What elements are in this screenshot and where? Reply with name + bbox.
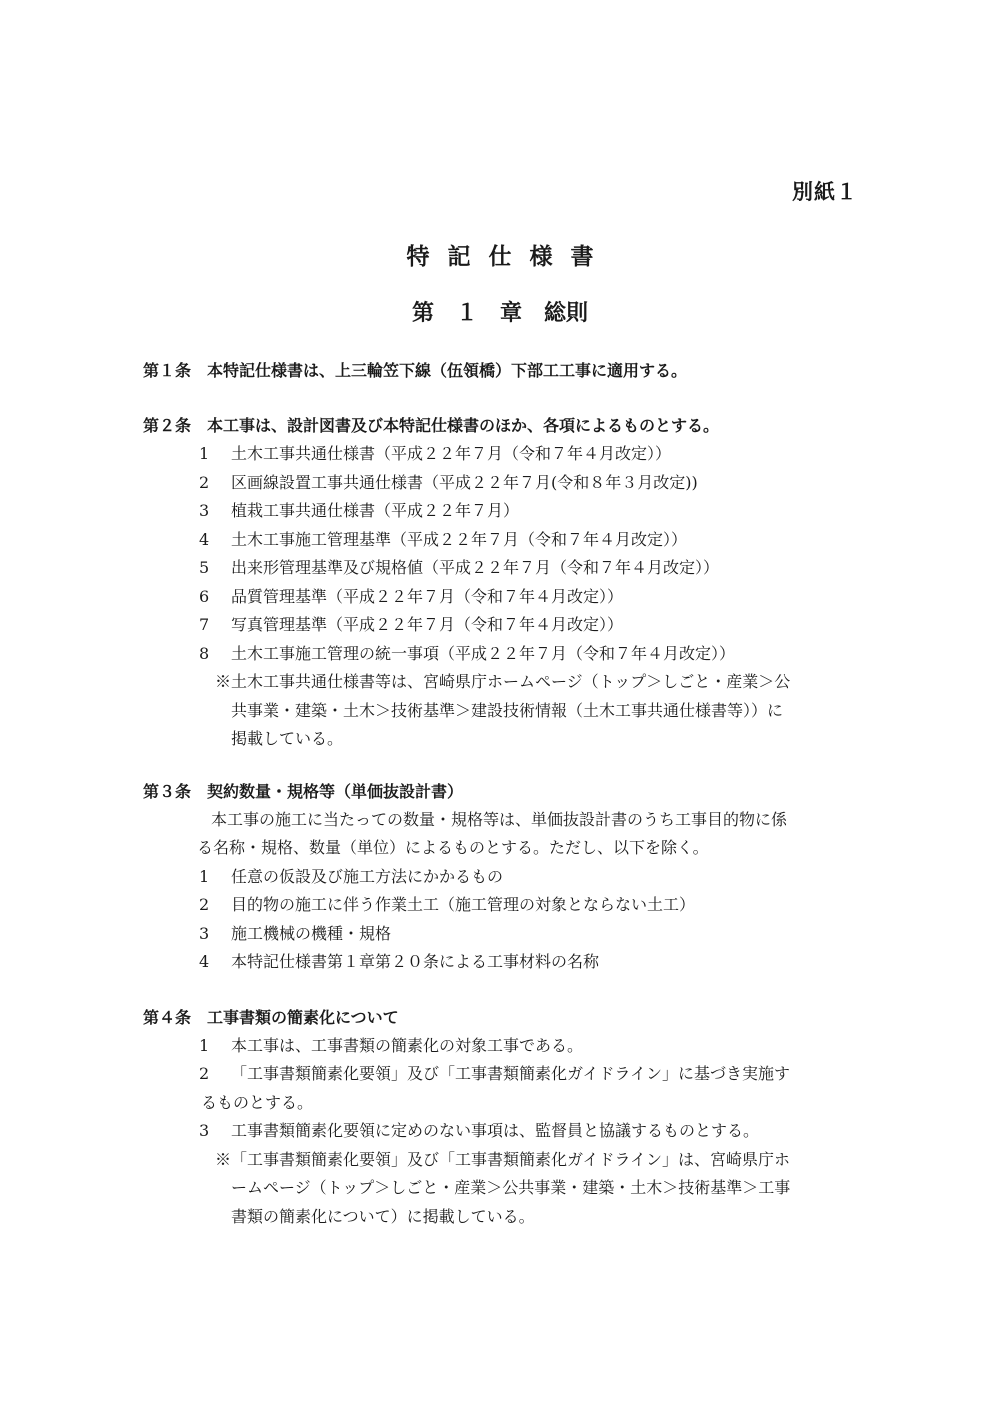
item-number: 1: [199, 444, 210, 463]
item-number: 2: [199, 1064, 210, 1083]
list-item: [143, 440, 863, 469]
item-text: 品質管理基準（平成２２年７月（令和７年４月改定））: [231, 586, 624, 606]
list-item: [143, 1032, 863, 1061]
item-number: 6: [199, 586, 210, 606]
item-number: 1: [199, 1035, 210, 1055]
list-item: [143, 920, 863, 949]
article-heading: 第４条 工事書類の簡素化について: [143, 1007, 399, 1027]
note-line: ※土木工事共通仕様書等は、宮崎県庁ホームページ（トップ＞しごと・産業＞公: [215, 672, 791, 691]
list-item: [143, 583, 863, 612]
item-number: 4: [199, 529, 210, 549]
item-number: 2: [199, 895, 210, 914]
item-text: 出来形管理基準及び規格値（平成２２年７月（令和７年４月改定））: [231, 558, 720, 577]
item-text: 土木工事施工管理の統一事項（平成２２年７月（令和７年４月改定））: [231, 643, 736, 663]
item-text: 目的物の施工に伴う作業土工（施工管理の対象とならない土工）: [231, 895, 696, 914]
list-item: [143, 554, 863, 583]
article-4: [143, 1004, 863, 1232]
paragraph-line: る名称・規格、数量（単位）によるものとする。ただし、以下を除く。: [197, 838, 709, 857]
item-text: 本工事は、工事書類の簡素化の対象工事である。: [231, 1035, 584, 1055]
item-text: 写真管理基準（平成２２年７月（令和７年４月改定））: [231, 615, 624, 634]
list-item: [143, 497, 863, 526]
article-heading: 第２条 本工事は、設計図書及び本特記仕様書のほか、各項によるものとする。: [143, 416, 720, 435]
note-line: 掲載している。: [231, 729, 344, 748]
item-number: 3: [199, 1121, 210, 1140]
item-text: 土木工事共通仕様書（平成２２年７月（令和７年４月改定））: [231, 444, 672, 463]
article-1: [143, 357, 863, 385]
chapter-title: 第 １ 章 総則: [411, 301, 588, 326]
item-number: 1: [199, 866, 210, 886]
list-item: [143, 1117, 863, 1146]
annex-label: 別紙１: [792, 180, 858, 204]
paragraph-line: 本工事の施工に当たっての数量・規格等は、単価抜設計書のうち工事目的物に係: [211, 809, 788, 829]
article-2: [143, 412, 863, 754]
article-3: [143, 778, 863, 977]
note-line: 書類の簡素化について）に掲載している。: [231, 1206, 535, 1226]
article-heading: 第３条 契約数量・規格等（単価抜設計書）: [143, 781, 464, 801]
document-title: 特記仕様書: [406, 244, 612, 270]
item-text: 植栽工事共通仕様書（平成２２年７月）: [231, 501, 520, 520]
list-item: [143, 640, 863, 669]
item-number: 2: [199, 472, 210, 492]
article-heading: 第１条 本特記仕様書は、上三輪笠下線（伍領橋）下部工工事に適用する。: [143, 361, 688, 380]
note-line: ※「工事書類簡素化要領」及び「工事書類簡素化ガイドライン」は、宮崎県庁ホ: [215, 1149, 791, 1169]
list-item: [143, 526, 863, 555]
item-text: 土木工事施工管理基準（平成２２年７月（令和７年４月改定））: [231, 529, 688, 549]
item-number: 4: [199, 952, 210, 971]
item-text: 工事書類簡素化要領に定めのない事項は、監督員と協議するものとする。: [231, 1121, 760, 1140]
item-number: 5: [199, 558, 210, 577]
item-number: 7: [199, 615, 210, 634]
list-item: [143, 863, 863, 892]
list-item: [143, 469, 863, 498]
item-text: 任意の仮設及び施工方法にかかるもの: [231, 866, 504, 886]
note-line: ームページ（トップ＞しごと・産業＞公共事業・建築・土木＞技術基準＞工事: [231, 1178, 791, 1197]
item-text: 区画線設置工事共通仕様書（平成２２年７月(令和８年３月改定)): [231, 472, 698, 492]
note-line: 共事業・建築・土木＞技術基準＞建設技術情報（土木工事共通仕様書等））に: [231, 700, 784, 720]
item-continuation: るものとする。: [201, 1092, 314, 1112]
document-body: [143, 357, 863, 1231]
item-text: 「工事書類簡素化要領」及び「工事書類簡素化ガイドライン」に基づき実施す: [231, 1064, 791, 1083]
list-item: [143, 948, 863, 977]
item-number: 3: [199, 501, 210, 520]
list-item: [143, 611, 863, 640]
item-number: 3: [199, 923, 210, 943]
list-item: [143, 891, 863, 920]
item-number: 8: [199, 643, 210, 663]
item-text: 本特記仕様書第１章第２０条による工事材料の名称: [231, 952, 600, 971]
list-item: [143, 1060, 863, 1089]
item-text: 施工機械の機種・規格: [231, 923, 392, 943]
